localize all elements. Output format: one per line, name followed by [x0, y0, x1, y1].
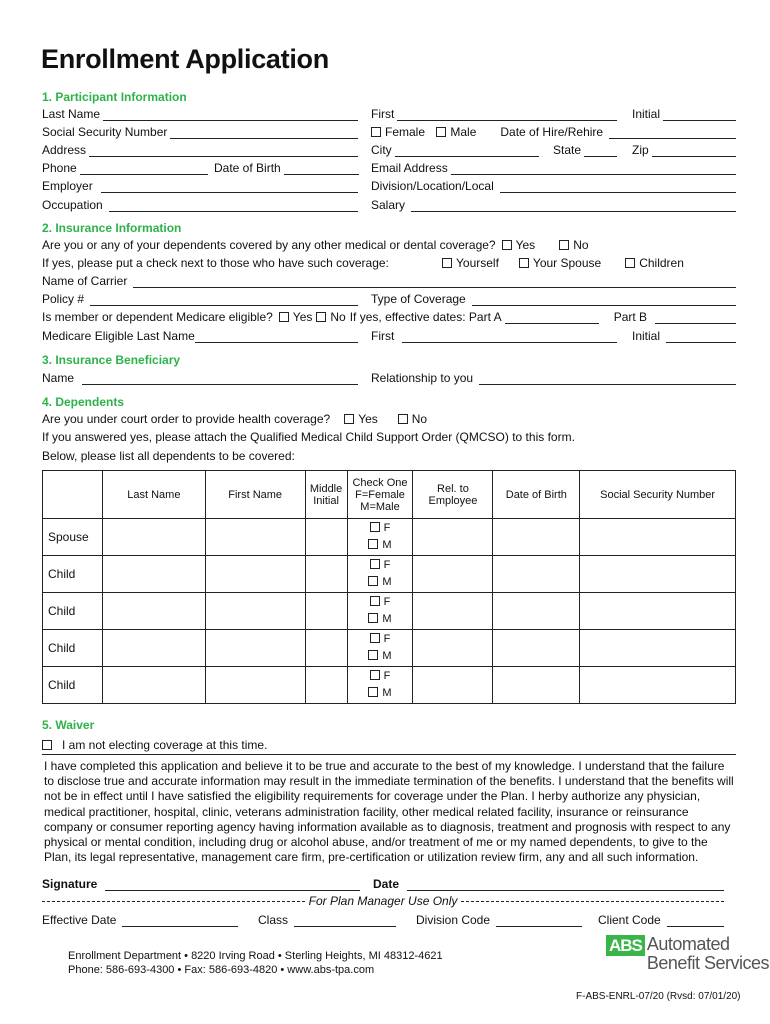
part-b-label: Part B: [613, 310, 648, 324]
middle-cell[interactable]: [305, 593, 347, 630]
coverage-type-field[interactable]: [371, 292, 736, 306]
form-id: F-ABS-ENRL-07/20 (Rvsd: 07/01/20): [576, 991, 741, 1002]
occupation-field[interactable]: [42, 198, 358, 212]
male-checkbox[interactable]: [348, 648, 413, 665]
table-row: [43, 667, 736, 704]
medicare-initial-label: Initial: [632, 329, 661, 343]
yes-label: Yes: [292, 310, 313, 324]
salary-field[interactable]: [371, 198, 736, 212]
page-title: Enrollment Application: [41, 44, 329, 74]
city-field[interactable]: [371, 143, 539, 157]
table-row: [43, 556, 736, 593]
employer-label: Employer: [42, 179, 93, 193]
checkbox-icon: [370, 522, 380, 532]
hire-date-field[interactable]: [500, 125, 736, 139]
middle-cell[interactable]: [305, 556, 347, 593]
state-label: State: [553, 143, 582, 157]
signature-field[interactable]: [42, 877, 360, 891]
division-field[interactable]: [371, 179, 736, 193]
address-field[interactable]: [42, 143, 358, 157]
email-label: Email Address: [371, 161, 448, 175]
waiver-checkbox[interactable]: [42, 738, 267, 752]
last-name-label: Last Name: [42, 107, 101, 121]
dob-cell[interactable]: [493, 630, 580, 667]
male-checkbox[interactable]: [348, 611, 413, 628]
checkbox-icon: [279, 312, 289, 322]
male-checkbox[interactable]: [436, 125, 476, 139]
phone-field[interactable]: [42, 161, 208, 175]
court-order-no[interactable]: [398, 412, 427, 426]
checkbox-icon: [370, 633, 380, 643]
row-label: Child: [43, 556, 103, 593]
section-participant-header: 1. Participant Information: [42, 90, 187, 104]
checkbox-icon: [502, 240, 512, 250]
female-checkbox[interactable]: [348, 631, 413, 648]
m-label: M: [382, 613, 392, 625]
checkbox-icon: [316, 312, 326, 322]
ssn-label: Social Security Number: [42, 125, 168, 139]
first-name-cell[interactable]: [205, 593, 305, 630]
no-label: No: [330, 310, 346, 324]
your-spouse-checkbox[interactable]: [519, 256, 601, 270]
class-field[interactable]: [258, 913, 396, 927]
female-checkbox[interactable]: [348, 520, 413, 537]
zip-field[interactable]: [632, 143, 736, 157]
division-code-label: Division Code: [416, 913, 491, 927]
phone-label: Phone: [42, 161, 77, 175]
dob-field[interactable]: [214, 161, 359, 175]
relation-cell[interactable]: [413, 519, 493, 556]
gender-cell: [347, 630, 413, 667]
part-a-label: If yes, effective dates: Part A: [349, 310, 502, 324]
header-last-name: Last Name: [102, 471, 205, 519]
checkbox-icon: [436, 127, 446, 137]
employer-field[interactable]: [42, 179, 358, 193]
f-label: F: [383, 559, 391, 571]
female-checkbox[interactable]: [348, 557, 413, 574]
logo-line2: Benefit Services: [646, 953, 769, 973]
other-coverage-no[interactable]: [559, 238, 588, 252]
first-name-cell[interactable]: [205, 556, 305, 593]
header-dob: Date of Birth: [493, 471, 580, 519]
logo-line1: Automated: [646, 934, 730, 954]
checkbox-icon: [370, 670, 380, 680]
state-field[interactable]: [553, 143, 617, 157]
yourself-checkbox[interactable]: [442, 256, 499, 270]
qmcso-note: If you answered yes, please attach the Qualified Medical Child Support Order (QMCSO) to this form.: [42, 430, 575, 444]
footer-contact: Phone: 586-693-4300 • Fax: 586-693-4820 • www.abs-tpa.com: [68, 964, 375, 976]
class-label: Class: [258, 913, 289, 927]
f-label: F: [383, 670, 391, 682]
waiver-label: I am not electing coverage at this time.: [62, 738, 268, 752]
ssn-field[interactable]: [42, 125, 358, 139]
row-label: Child: [43, 630, 103, 667]
header-blank: [43, 471, 103, 519]
ssn-cell[interactable]: [580, 593, 736, 630]
plan-manager-label: For Plan Manager Use Only: [308, 894, 458, 908]
female-checkbox[interactable]: [371, 125, 425, 139]
last-name-cell[interactable]: [102, 630, 205, 667]
yes-label: Yes: [358, 412, 378, 426]
first-name-label: First: [371, 107, 395, 121]
yes-label: Yes: [515, 238, 536, 252]
male-checkbox[interactable]: [348, 537, 413, 554]
section-beneficiary-header: 3. Insurance Beneficiary: [42, 353, 181, 367]
carrier-label: Name of Carrier: [42, 274, 128, 288]
row-label: Child: [43, 667, 103, 704]
middle-cell[interactable]: [305, 667, 347, 704]
divider: [42, 754, 736, 755]
logo-abs-mark: ABS: [606, 935, 645, 956]
checkbox-icon: [368, 576, 378, 586]
court-order-question: Are you under court order to provide health coverage?: [42, 412, 331, 426]
female-label: Female: [385, 125, 426, 139]
children-checkbox[interactable]: [625, 256, 684, 270]
checkbox-icon: [625, 258, 635, 268]
medicare-last-name-label: Medicare Eligible Last Name: [42, 329, 195, 343]
dependents-instruction: Below, please list all dependents to be covered:: [42, 449, 295, 463]
row-label: Child: [43, 593, 103, 630]
gender-cell: [347, 556, 413, 593]
zip-label: Zip: [632, 143, 649, 157]
male-label: Male: [450, 125, 477, 139]
header-ssn: Social Security Number: [580, 471, 736, 519]
table-header-row: [43, 471, 736, 519]
date-label: Date: [373, 877, 400, 891]
header-middle-initial: Middle Initial: [305, 471, 347, 519]
header-first-name: First Name: [205, 471, 305, 519]
ssn-cell[interactable]: [580, 519, 736, 556]
dob-cell[interactable]: [493, 593, 580, 630]
section-insurance-header: 2. Insurance Information: [42, 221, 182, 235]
first-name-field[interactable]: [371, 107, 617, 121]
no-label: No: [411, 412, 428, 426]
dependents-table: [42, 470, 736, 704]
client-code-field[interactable]: [598, 913, 724, 927]
beneficiary-name-label: Name: [42, 371, 75, 385]
header-gender: Check One F=Female M=Male: [347, 471, 413, 519]
first-name-cell[interactable]: [205, 667, 305, 704]
division-code-field[interactable]: [416, 913, 582, 927]
ssn-cell[interactable]: [580, 630, 736, 667]
occupation-label: Occupation: [42, 198, 103, 212]
effective-date-label: Effective Date: [42, 913, 117, 927]
checkbox-icon: [370, 596, 380, 606]
female-checkbox[interactable]: [348, 668, 413, 685]
relation-cell[interactable]: [413, 593, 493, 630]
children-label: Children: [639, 256, 684, 270]
checkbox-icon: [559, 240, 569, 250]
medicare-yes[interactable]: [279, 310, 313, 324]
effective-date-field[interactable]: [42, 913, 238, 927]
section-dependents-header: 4. Dependents: [42, 395, 125, 409]
yourself-label: Yourself: [456, 256, 499, 270]
hire-date-label: Date of Hire/Rehire: [500, 125, 604, 139]
initial-field[interactable]: [632, 107, 736, 121]
male-checkbox[interactable]: [348, 574, 413, 591]
last-name-cell[interactable]: [102, 667, 205, 704]
footer-address: Enrollment Department • 8220 Irving Road • Sterling Heights, MI 48312-4621: [68, 950, 443, 962]
policy-label: Policy #: [42, 292, 85, 306]
f-label: F: [383, 596, 391, 608]
medicare-question: Is member or dependent Medicare eligible?: [42, 310, 273, 324]
salary-label: Salary: [371, 198, 406, 212]
relation-cell[interactable]: [413, 630, 493, 667]
medicare-first-field[interactable]: [371, 329, 617, 343]
last-name-cell[interactable]: [102, 556, 205, 593]
other-coverage-yes[interactable]: [502, 238, 536, 252]
checkbox-icon: [442, 258, 452, 268]
m-label: M: [382, 687, 392, 699]
first-name-cell[interactable]: [205, 519, 305, 556]
f-label: F: [383, 633, 391, 645]
abs-logo: [606, 935, 769, 973]
middle-cell[interactable]: [305, 630, 347, 667]
client-code-label: Client Code: [598, 913, 661, 927]
last-name-cell[interactable]: [102, 519, 205, 556]
medicare-no[interactable]: [316, 310, 345, 324]
checkbox-icon: [370, 559, 380, 569]
middle-cell[interactable]: [305, 519, 347, 556]
m-label: M: [382, 539, 392, 551]
email-field[interactable]: [371, 161, 736, 175]
checkbox-icon: [368, 613, 378, 623]
medicare-first-label: First: [371, 329, 395, 343]
relationship-field[interactable]: [371, 371, 736, 385]
initial-label: Initial: [632, 107, 661, 121]
ssn-cell[interactable]: [580, 667, 736, 704]
no-label: No: [573, 238, 589, 252]
coverage-who-question: If yes, please put a check next to those who have such coverage:: [42, 256, 389, 270]
checkbox-icon: [519, 258, 529, 268]
checkbox-icon: [368, 539, 378, 549]
first-name-cell[interactable]: [205, 630, 305, 667]
authorization-paragraph: I have completed this application and believe it to be true and accurate to the best of my knowledge. I understand that the failure to disclose true and accurate information may result in the immediate termination of the benefits. I understand that the benefits will not be in effect until I have satisfied the eligibility requirements for coverage under the Plan. I herby authorize any physician, medical practitioner, hospital, clinic, veterans administration facility, other medical related facility, insurance or reinsurance company or consumer reporting agency having information available as to diagnosis, treatment and prognosis with respect to any physical or mental condition, including drug or alcohol abuse, and/or treatment of me or my named dependents, to give to the Plan, its legal representative, management care firm, pre-certification or utilization review firm, any and all such information.: [44, 759, 734, 865]
relationship-label: Relationship to you: [371, 371, 474, 385]
dob-label: Date of Birth: [214, 161, 281, 175]
medicare-last-name-field[interactable]: [42, 329, 358, 343]
table-row: [43, 630, 736, 667]
policy-field[interactable]: [42, 292, 358, 306]
m-label: M: [382, 650, 392, 662]
signature-label: Signature: [42, 877, 98, 891]
checkbox-icon: [398, 414, 408, 424]
carrier-field[interactable]: [42, 274, 736, 288]
header-relation: Rel. to Employee: [413, 471, 493, 519]
division-label: Division/Location/Local: [371, 179, 494, 193]
female-checkbox[interactable]: [348, 594, 413, 611]
checkbox-icon: [368, 650, 378, 660]
address-label: Address: [42, 143, 87, 157]
checkbox-icon: [368, 687, 378, 697]
checkbox-icon: [371, 127, 381, 137]
last-name-cell[interactable]: [102, 593, 205, 630]
part-a-field[interactable]: [350, 310, 599, 324]
coverage-type-label: Type of Coverage: [371, 292, 466, 306]
dob-cell[interactable]: [493, 519, 580, 556]
ssn-cell[interactable]: [580, 556, 736, 593]
dob-cell[interactable]: [493, 556, 580, 593]
last-name-field[interactable]: [42, 107, 358, 121]
gender-cell: [347, 593, 413, 630]
relation-cell[interactable]: [413, 667, 493, 704]
row-label: Spouse: [43, 519, 103, 556]
m-label: M: [382, 576, 392, 588]
city-label: City: [371, 143, 392, 157]
table-row: [43, 593, 736, 630]
table-row: [43, 519, 736, 556]
gender-cell: [347, 519, 413, 556]
gender-cell: [347, 667, 413, 704]
checkbox-icon: [344, 414, 354, 424]
other-coverage-question: Are you or any of your dependents covered by any other medical or dental coverage?: [42, 238, 496, 252]
checkbox-icon: [42, 740, 52, 750]
beneficiary-name-field[interactable]: [42, 371, 358, 385]
section-waiver-header: 5. Waiver: [42, 718, 95, 732]
your-spouse-label: Your Spouse: [532, 256, 602, 270]
court-order-yes[interactable]: [344, 412, 378, 426]
medicare-initial-field[interactable]: [632, 329, 736, 343]
relation-cell[interactable]: [413, 556, 493, 593]
f-label: F: [383, 522, 391, 534]
male-checkbox[interactable]: [348, 685, 413, 702]
date-field[interactable]: [373, 877, 724, 891]
dob-cell[interactable]: [493, 667, 580, 704]
part-b-field[interactable]: [614, 310, 736, 324]
plan-manager-banner: [42, 893, 724, 909]
